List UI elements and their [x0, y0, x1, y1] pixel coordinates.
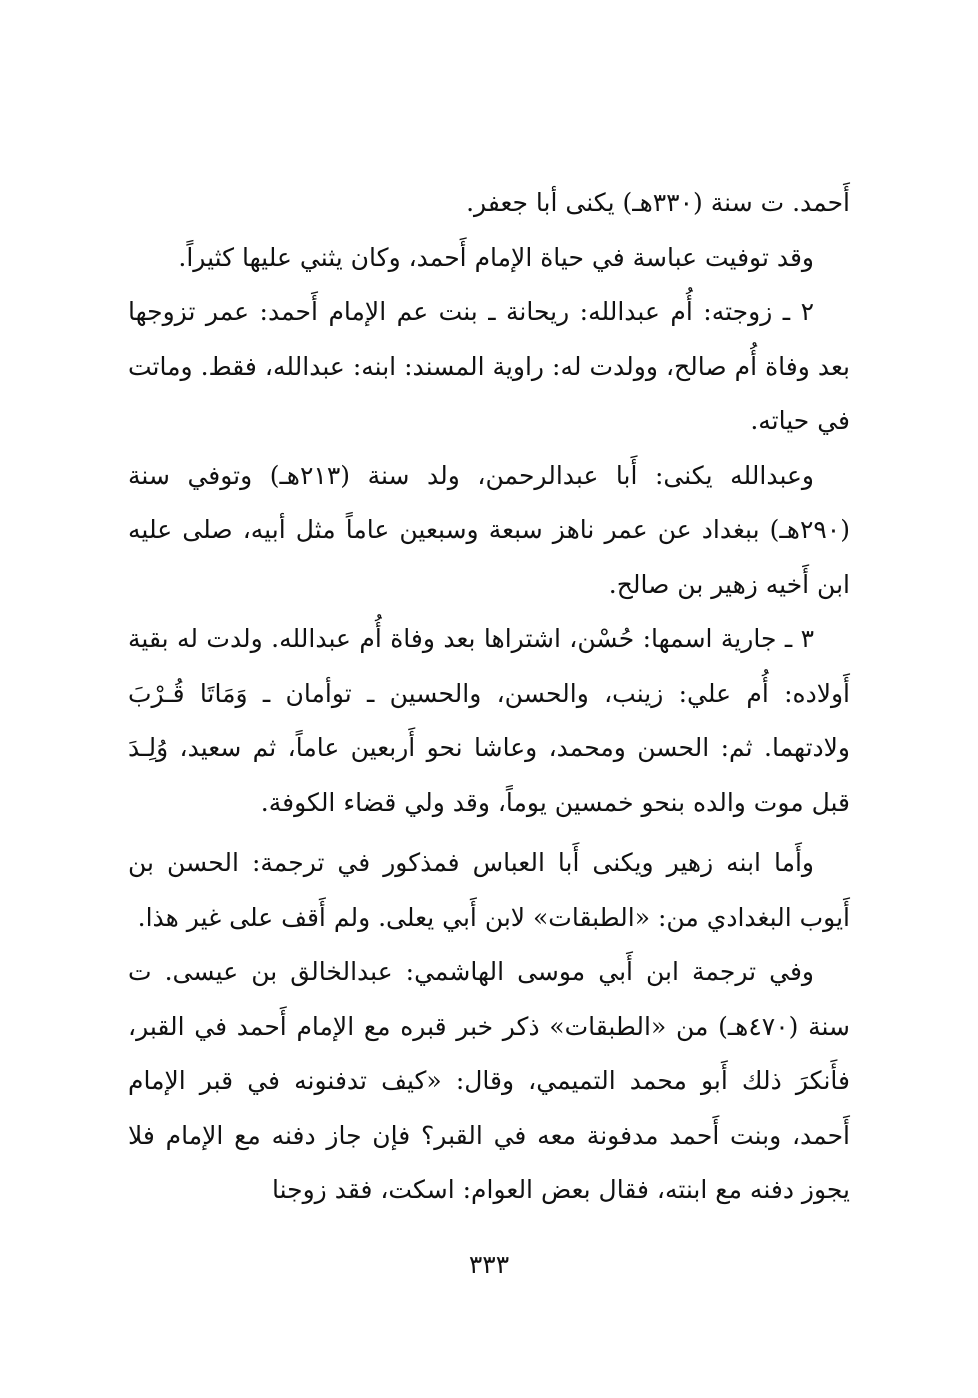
paragraph-5: ٣ ـ جارية اسمها: حُسْن، اشتراها بعد وفاة أُم عبدالله. ولدت له بقية أَولاده: أُم علي: زينب، والحسن، والحسين ـ توأمان ـ وَمَاتَا قُـرْبَ ولادتهما. ثم: الحسن ومحمد، وعاشا نحو أَربعين عاماً، ثم سعيد، وُلِـدَ قبل موت والده بنحو خمسين يوماً، وقد ولي قضاء الكوفة. [128, 624, 850, 817]
body-text [128, 176, 850, 1218]
paragraph-7: وفي ترجمة ابن أَبي موسى الهاشمي: عبدالخالق بن عيسى. ت سنة (٤٧٠هـ) من «الطبقات» ذكر خبر قبره مع الإمام أَحمد في القبر، فأَنكرَ ذلك أَبو محمد التميمي، وقال: «كيف تدفنونه في قبر الإمام أَحمد، وبنت أَحمد مدفونة معه في القبر؟ فإن جاز دفنه مع الإمام فلا يجوز دفنه مع ابنته، فقال بعض العوام: اسكت، فقد زوجنا [128, 957, 850, 1204]
paragraph-6: وأَما ابنه زهير ويكنى أَبا العباس فمذكور في ترجمة: الحسن بن أَيوب البغدادي من: «الطبقات» لابن أَبي يعلى. ولم أَقف على غير هذا. [128, 848, 850, 932]
page-number: ٣٣٣ [468, 1250, 510, 1279]
paragraph-3: ٢ ـ زوجته: أُم عبدالله: ريحانة ـ بنت عم الإمام أَحمد: عمر تزوجها بعد وفاة أُم صالح، وولدت له: راوية المسند: ابنه: عبدالله، فقط. وماتت في حياته. [128, 297, 850, 435]
paragraph-1: أَحمد. ت سنة (٣٣٠هـ) يكنى أبا جعفر. [466, 188, 850, 217]
paragraph-2: وقد توفيت عباسة في حياة الإمام أَحمد، وكان يثني عليها كثيراً. [178, 242, 814, 272]
paragraph-4: وعبدالله يكنى: أَبا عبدالرحمن، ولد سنة (٢١٣هـ) وتوفي سنة (٢٩٠هـ) ببغداد عن عمر ناهز سبعة وسبعين عاماً مثل أبيه، صلى عليه ابن أَخيه زهير بن صالح. [128, 460, 850, 599]
